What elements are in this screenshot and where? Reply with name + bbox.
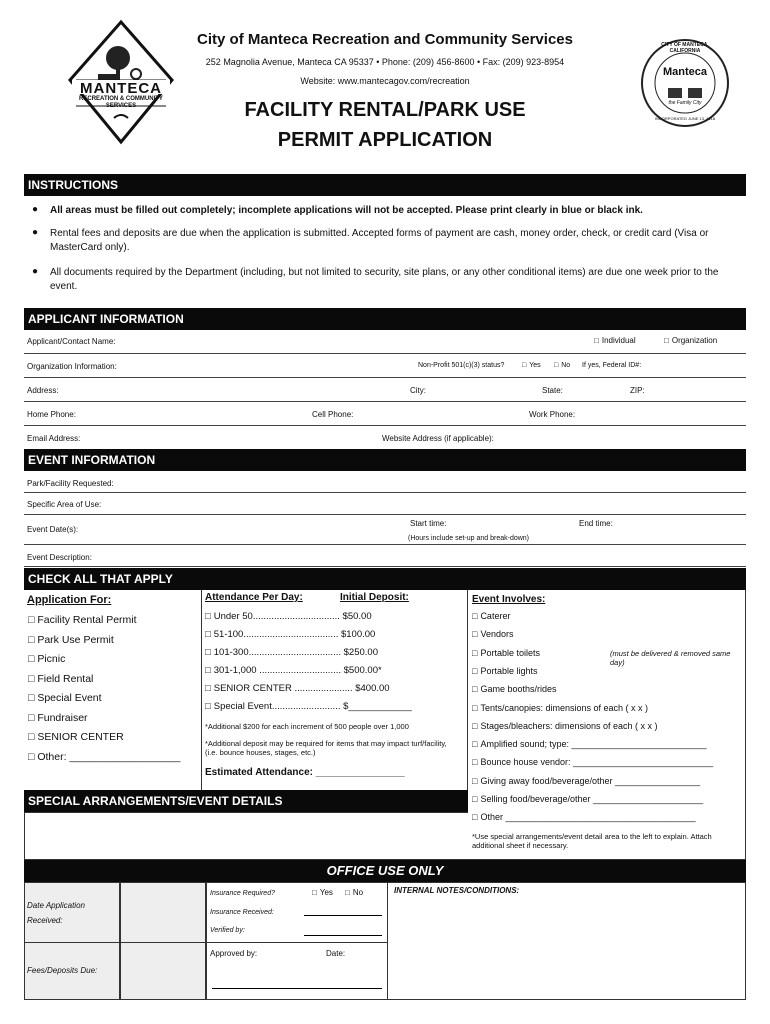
approved-label: Approved by: [210, 949, 258, 958]
individual-checkbox[interactable]: □ Individual [594, 336, 636, 345]
ins-rec-line[interactable] [304, 915, 382, 916]
involves-option[interactable]: □ Game booths/rides [472, 684, 556, 694]
involves-option[interactable]: □ Portable lights [472, 666, 537, 676]
org-name: City of Manteca Recreation and Community Services [197, 31, 573, 48]
date-app-label: Date Application Received: [27, 901, 85, 925]
involves-option[interactable]: □ Tents/canopies: dimensions of each ( x x ) [472, 703, 648, 713]
office-divider [24, 942, 206, 943]
verified-label: Verified by: [210, 927, 245, 934]
fees-label: Fees/Deposits Due: [27, 966, 98, 975]
address-label: Address: [27, 386, 59, 395]
approved-line[interactable] [212, 988, 382, 989]
special-details-area[interactable] [24, 812, 468, 860]
app-for-option[interactable]: □ Field Rental [28, 673, 93, 685]
internal-notes-label: INTERNAL NOTES/CONDITIONS: [394, 886, 520, 895]
involves-note: *Use special arrangements/event detail area to the left to explain. Attach additional sheet if necessary. [472, 832, 712, 850]
office-values-cell [120, 882, 206, 1000]
email-label: Email Address: [27, 434, 81, 443]
area-row [24, 493, 746, 515]
park-label: Park/Facility Requested: [27, 479, 114, 488]
desc-row [24, 545, 746, 567]
end-time-label: End time: [579, 519, 613, 528]
organization-checkbox[interactable]: □ Organization [664, 336, 717, 345]
city-seal [640, 38, 730, 128]
estimated-attendance[interactable]: Estimated Attendance: ________________ [205, 767, 405, 778]
nonprofit-yes-checkbox[interactable]: □ Yes [522, 362, 541, 369]
deposit-title: Initial Deposit: [340, 592, 409, 603]
involves-option[interactable]: □ Other ______________________________________ [472, 812, 696, 822]
app-for-title: Application For: [27, 594, 112, 606]
app-for-column [24, 590, 202, 790]
involves-option[interactable]: □ Giving away food/beverage/other _________________ [472, 776, 700, 786]
attendance-option[interactable]: □ 101-300................................... $250.00 [205, 647, 378, 658]
form-title-line2: PERMIT APPLICATION [277, 129, 493, 151]
involves-option[interactable]: □ Amplified sound; type: ___________________________ [472, 739, 707, 749]
home-phone-label: Home Phone: [27, 410, 76, 419]
instruction-1: All areas must be filled out completely; incomplete applications will not be accepted. Please print clearly in blue or black ink. [50, 205, 643, 216]
attendance-option[interactable]: □ 301-1,000 ............................... $500.00* [205, 665, 382, 676]
app-for-option[interactable]: □ SENIOR CENTER [28, 731, 124, 743]
special-header: SPECIAL ARRANGEMENTS/EVENT DETAILS [24, 790, 468, 812]
toilets-note: (must be delivered & removed same day) [610, 649, 731, 667]
check-header: CHECK ALL THAT APPLY [24, 568, 746, 590]
app-for-option[interactable]: □ Special Event [28, 692, 102, 704]
bullet-icon: ● [32, 204, 39, 215]
nonprofit-no-checkbox[interactable]: □ No [554, 362, 570, 369]
ins-no-checkbox[interactable]: □ No [345, 888, 363, 897]
desc-label: Event Description: [27, 553, 92, 562]
ins-yes-checkbox[interactable]: □ Yes [312, 888, 333, 897]
attendance-option[interactable]: □ 51-100.................................... $100.00 [205, 629, 375, 640]
involves-option[interactable]: □ Portable toilets [472, 648, 540, 658]
attendance-option[interactable]: □ Under 50................................. $50.00 [205, 611, 372, 622]
area-label: Specific Area of Use: [27, 500, 102, 509]
zip-label: ZIP: [630, 386, 645, 395]
bullet-icon: ● [32, 227, 39, 238]
applicant-header: APPLICANT INFORMATION [24, 308, 746, 330]
approved-date-label: Date: [326, 949, 346, 958]
involves-column [468, 590, 746, 860]
phone-row [24, 402, 746, 426]
app-for-option[interactable]: □ Other: ___________________ [28, 751, 180, 763]
dates-row [24, 515, 746, 545]
seal-top-text: CITY OF MANTECA, CALIFORNIA [661, 42, 709, 54]
state-label: State: [542, 386, 563, 395]
involves-option[interactable]: □ Stages/bleachers: dimensions of each ( x x ) [472, 721, 658, 731]
city-label: City: [410, 386, 426, 395]
event-header: EVENT INFORMATION [24, 449, 746, 471]
contact-row [24, 330, 746, 354]
office-divider [206, 942, 388, 943]
attendance-option[interactable]: □ SENIOR CENTER ...................... $400.00 [205, 683, 390, 694]
app-for-option[interactable]: □ Picnic [28, 653, 65, 665]
attendance-option[interactable]: □ Special Event.......................... $____________ [205, 701, 412, 712]
ins-rec-label: Insurance Received: [210, 909, 274, 916]
ins-req-label: Insurance Required? [210, 890, 275, 897]
attendance-note-1: *Additional $200 for each increment of 500 people over 1,000 [205, 722, 409, 731]
org-row [24, 354, 746, 378]
website-label: Website Address (if applicable): [382, 434, 494, 443]
org-info-label: Organization Information: [27, 362, 117, 371]
office-insurance-cell [206, 882, 388, 1000]
verified-line[interactable] [304, 935, 382, 936]
involves-option[interactable]: □ Caterer [472, 611, 510, 621]
involves-title: Event Involves: [472, 594, 546, 605]
involves-option[interactable]: □ Selling food/beverage/other ______________________ [472, 794, 703, 804]
contact-name-label: Applicant/Contact Name: [27, 337, 116, 346]
logo-subtext: RECREATION & COMMUNITY SERVICES [79, 96, 163, 109]
work-phone-label: Work Phone: [529, 410, 576, 419]
hours-note: (Hours include set-up and break-down) [408, 535, 530, 542]
attendance-note-2: *Additional deposit may be required for items that may impact turf/facility, (i.e. bounce houses, stages, etc.) [205, 739, 447, 757]
cell-phone-label: Cell Phone: [312, 410, 354, 419]
org-website: Website: www.mantecagov.com/recreation [300, 76, 470, 86]
form-title-line1: FACILITY RENTAL/PARK USE [244, 99, 526, 121]
start-time-label: Start time: [410, 519, 447, 528]
app-for-option[interactable]: □ Park Use Permit [28, 634, 114, 646]
involves-option[interactable]: □ Vendors [472, 629, 513, 639]
attendance-column [202, 590, 468, 790]
app-for-option[interactable]: □ Fundraiser [28, 712, 88, 724]
address-row [24, 378, 746, 402]
attendance-title: Attendance Per Day: [205, 592, 303, 603]
logo-text: MANTECA [80, 80, 162, 97]
federal-id-label: If yes, Federal ID#: [582, 362, 642, 369]
org-address: 252 Magnolia Avenue, Manteca CA 95337 • Phone: (209) 456-8600 • Fax: (209) 923-8954 [205, 57, 565, 67]
nonprofit-label: Non-Profit 501(c)(3) status? [418, 362, 505, 369]
park-row [24, 471, 746, 493]
instructions-header: INSTRUCTIONS [24, 174, 746, 196]
seal-bottom-text: INCORPORATED JUNE 13, 1918 [654, 116, 716, 121]
email-row [24, 426, 746, 450]
instruction-3: All documents required by the Department (including, but not limited to security, site plans, or any other conditional items) are due one week prior to the event. [50, 267, 719, 292]
office-header: OFFICE USE ONLY [24, 860, 746, 882]
seal-mid-text: Manteca [662, 66, 708, 78]
instruction-2: Rental fees and deposits are due when the application is submitted. Accepted forms of payment are cash, money order, check, or credit card (Visa or MasterCard only). [50, 228, 709, 253]
seal-tag-text: the Family City [668, 100, 702, 106]
app-for-option[interactable]: □ Facility Rental Permit [28, 614, 137, 626]
involves-option[interactable]: □ Bounce house vendor: ____________________________ [472, 757, 713, 767]
bullet-icon: ● [32, 266, 39, 277]
manteca-logo [66, 18, 176, 148]
dates-label: Event Date(s): [27, 525, 79, 534]
